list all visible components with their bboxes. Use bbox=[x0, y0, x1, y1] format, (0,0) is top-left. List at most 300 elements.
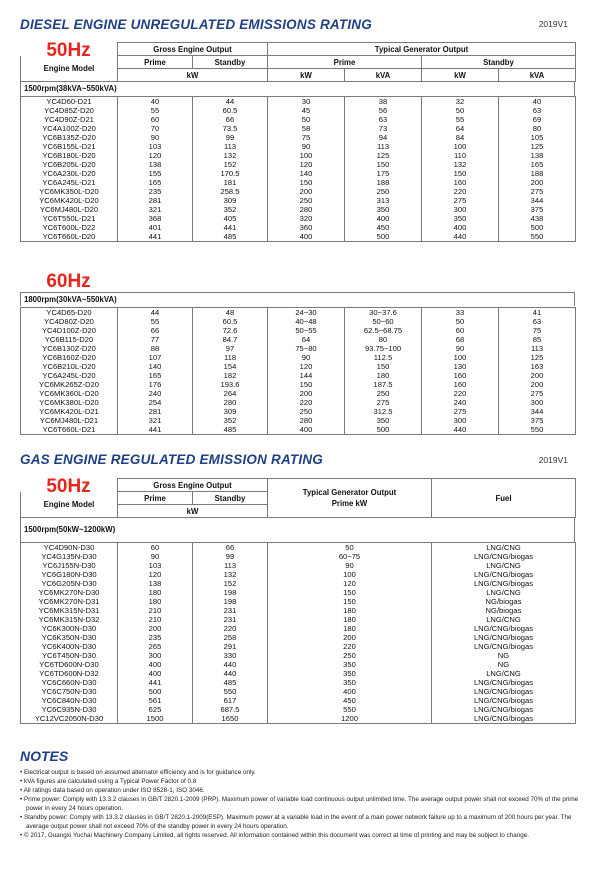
engine-model-cell: YC6B205L-D20 bbox=[21, 160, 118, 169]
table-cell: 40~48 bbox=[268, 317, 345, 326]
table-cell: 180 bbox=[118, 597, 193, 606]
table-cell: 100 bbox=[268, 151, 345, 160]
engine-model-cell: YC6MK315N-D32 bbox=[21, 615, 118, 624]
engine-model-cell: YC6B115-D20 bbox=[21, 335, 118, 344]
standby-header: Standby bbox=[193, 56, 268, 69]
table-cell: 150 bbox=[345, 160, 422, 169]
table-cell: 1200 bbox=[268, 714, 432, 724]
table-cell: LNG/CNG/biogas bbox=[432, 570, 576, 579]
table-cell: 132 bbox=[422, 160, 499, 169]
table-row bbox=[21, 579, 576, 588]
table-cell: 440 bbox=[193, 660, 268, 669]
table-cell: 62.5~68.75 bbox=[345, 326, 422, 335]
note-item: • © 2017, Guangxi Yuchai Machinery Company Limited, all rights reserved. All information contained within this document was correct at time of printing and may be subject to change. bbox=[20, 832, 529, 839]
engine-model-cell: YC6MK360L-D20 bbox=[21, 389, 118, 398]
engine-model-cell: YC6MK270N-D30 bbox=[21, 588, 118, 597]
table-cell: 231 bbox=[193, 615, 268, 624]
table-cell: 1500 bbox=[118, 714, 193, 724]
note-item: • kVA figures are calculated using a Typical Power Factor of 0.8 bbox=[20, 778, 197, 785]
table-cell: 63 bbox=[345, 115, 422, 124]
table-cell: 187.5 bbox=[345, 380, 422, 389]
table-cell: 200 bbox=[499, 380, 576, 389]
table-cell: 160 bbox=[422, 371, 499, 380]
table-cell: 561 bbox=[118, 696, 193, 705]
engine-model-cell: YC6MK315N-D31 bbox=[21, 606, 118, 615]
table-cell: 312.5 bbox=[345, 407, 422, 416]
table-cell: 55 bbox=[118, 106, 193, 115]
table-cell: 231 bbox=[193, 606, 268, 615]
table-row bbox=[21, 187, 576, 196]
table-cell: 309 bbox=[193, 196, 268, 205]
table-cell: 97 bbox=[193, 344, 268, 353]
table-row bbox=[21, 606, 576, 615]
table-cell: 56 bbox=[345, 106, 422, 115]
table-cell: 400 bbox=[118, 669, 193, 678]
engine-model-cell: YC6A230L-D20 bbox=[21, 169, 118, 178]
gen-standby-header: Standby bbox=[422, 56, 576, 69]
table-cell: 60.5 bbox=[193, 317, 268, 326]
gen-prime-kw-header: kW bbox=[268, 69, 345, 82]
table-cell: 200 bbox=[268, 633, 432, 642]
table-cell: 60 bbox=[422, 326, 499, 335]
table-cell: 330 bbox=[193, 651, 268, 660]
table-cell: 400 bbox=[345, 214, 422, 223]
table-row bbox=[21, 326, 576, 335]
table-cell: 44 bbox=[118, 308, 193, 318]
diesel-60hz-rpm-label: 1800rpm(30kVA~550kVA) bbox=[20, 292, 575, 306]
table-cell: 150 bbox=[268, 178, 345, 187]
table-row bbox=[21, 570, 576, 579]
table-row bbox=[21, 178, 576, 187]
table-cell: 73 bbox=[345, 124, 422, 133]
table-row bbox=[21, 389, 576, 398]
engine-model-cell: YC6T550L-D21 bbox=[21, 214, 118, 223]
table-cell: 155 bbox=[118, 169, 193, 178]
table-row bbox=[21, 651, 576, 660]
table-cell: 60~75 bbox=[268, 552, 432, 561]
table-cell: 500 bbox=[499, 223, 576, 232]
table-cell: 617 bbox=[193, 696, 268, 705]
table-cell: 55 bbox=[422, 115, 499, 124]
table-row bbox=[21, 97, 576, 107]
table-cell: 280 bbox=[193, 398, 268, 407]
table-row bbox=[21, 142, 576, 151]
table-row bbox=[21, 624, 576, 633]
table-row bbox=[21, 416, 576, 425]
table-row bbox=[21, 561, 576, 570]
table-cell: 63 bbox=[499, 106, 576, 115]
table-cell: 281 bbox=[118, 196, 193, 205]
table-cell: 313 bbox=[345, 196, 422, 205]
note-item: • Electrical output is based on assumed alternator efficiency and is for guidance only. bbox=[20, 769, 256, 776]
table-row bbox=[21, 696, 576, 705]
table-cell: 130 bbox=[422, 362, 499, 371]
engine-model-cell: YC6MJ480L-D21 bbox=[21, 416, 118, 425]
table-cell: 72.6 bbox=[193, 326, 268, 335]
table-row bbox=[21, 660, 576, 669]
table-cell: 350 bbox=[345, 205, 422, 214]
table-cell: 350 bbox=[268, 678, 432, 687]
table-cell: 125 bbox=[499, 353, 576, 362]
table-row bbox=[21, 552, 576, 561]
table-row bbox=[21, 687, 576, 696]
note-item: • Prime power: Comply with 13.3.2 clauses in GB/T 2820.1-2009 (PRP). Maximum power of variable load continuous output unlimited time. The average output power shall not exceed 70% of the prime power in every 24 hours operation. bbox=[20, 796, 579, 812]
table-cell: 66 bbox=[193, 115, 268, 124]
table-cell: 50~55 bbox=[268, 326, 345, 335]
table-cell: 240 bbox=[422, 398, 499, 407]
engine-model-cell: YC6B180L-D20 bbox=[21, 151, 118, 160]
table-cell: 250 bbox=[268, 651, 432, 660]
engine-model-cell: YC4D100Z-D20 bbox=[21, 326, 118, 335]
engine-model-cell: YC4D60-D21 bbox=[21, 97, 118, 107]
table-cell: LNG/CNG/biogas bbox=[432, 642, 576, 651]
table-cell: 200 bbox=[118, 624, 193, 633]
table-cell: 55 bbox=[118, 317, 193, 326]
gas-rpm-label: 1500rpm(50kW~1200kW) bbox=[20, 518, 575, 542]
table-cell: 120 bbox=[268, 160, 345, 169]
engine-model-cell: YC6K300N-D30 bbox=[21, 624, 118, 633]
table-cell: 154 bbox=[193, 362, 268, 371]
table-row bbox=[21, 705, 576, 714]
table-cell: 485 bbox=[193, 425, 268, 435]
table-cell: 220 bbox=[422, 389, 499, 398]
table-row bbox=[21, 371, 576, 380]
table-cell: 60.5 bbox=[193, 106, 268, 115]
table-cell: 350 bbox=[345, 416, 422, 425]
engine-model-cell: YC6C935N-D30 bbox=[21, 705, 118, 714]
table-cell: 258.5 bbox=[193, 187, 268, 196]
table-cell: 90 bbox=[268, 561, 432, 570]
table-cell: LNG/CNG bbox=[432, 669, 576, 678]
table-cell: 150 bbox=[268, 597, 432, 606]
table-cell: 120 bbox=[118, 151, 193, 160]
table-cell: 75 bbox=[499, 326, 576, 335]
engine-model-cell: YC4A100Z-D20 bbox=[21, 124, 118, 133]
table-cell: 138 bbox=[499, 151, 576, 160]
table-cell: LNG/CNG/biogas bbox=[432, 624, 576, 633]
table-cell: 64 bbox=[422, 124, 499, 133]
table-cell: 150 bbox=[268, 588, 432, 597]
table-row bbox=[21, 543, 576, 553]
table-cell: 485 bbox=[193, 232, 268, 242]
table-cell: 441 bbox=[193, 223, 268, 232]
table-cell: 360 bbox=[268, 223, 345, 232]
table-cell: 220 bbox=[268, 642, 432, 651]
engine-model-cell: YC4D90N-D30 bbox=[21, 543, 118, 553]
engine-model-cell: YC4D80Z-D20 bbox=[21, 317, 118, 326]
table-cell: 103 bbox=[118, 142, 193, 151]
engine-model-cell: YC6TD600N-D32 bbox=[21, 669, 118, 678]
table-cell: 90 bbox=[118, 133, 193, 142]
table-cell: 60 bbox=[118, 543, 193, 553]
table-cell: 180 bbox=[268, 606, 432, 615]
table-cell: 44 bbox=[193, 97, 268, 107]
engine-model-cell: YC6J155N-D30 bbox=[21, 561, 118, 570]
table-cell: 300 bbox=[499, 398, 576, 407]
gas-engine-model-header: Engine Model bbox=[21, 492, 118, 518]
table-cell: 175 bbox=[345, 169, 422, 178]
table-cell: LNG/CNG/biogas bbox=[432, 705, 576, 714]
gas-gross-output-header: Gross Engine Output bbox=[118, 479, 268, 492]
table-cell: 440 bbox=[193, 669, 268, 678]
gas-standby-header: Standby bbox=[193, 492, 268, 505]
engine-model-cell: YC6MK420L-D20 bbox=[21, 196, 118, 205]
table-row bbox=[21, 597, 576, 606]
table-cell: 138 bbox=[118, 579, 193, 588]
table-cell: 41 bbox=[499, 308, 576, 318]
table-cell: 210 bbox=[118, 606, 193, 615]
table-cell: 300 bbox=[422, 416, 499, 425]
table-cell: 73.5 bbox=[193, 124, 268, 133]
typical-gen-header: Typical Generator Output bbox=[268, 43, 576, 56]
table-row bbox=[21, 714, 576, 724]
note-item: • All ratings data based on operation under ISO 8528-1, ISO 3046. bbox=[20, 787, 205, 794]
table-cell: 687.5 bbox=[193, 705, 268, 714]
table-cell: 50~60 bbox=[345, 317, 422, 326]
table-cell: 170.5 bbox=[193, 169, 268, 178]
table-cell: 500 bbox=[345, 425, 422, 435]
table-cell: 235 bbox=[118, 187, 193, 196]
gas-typical-gen-line2: Prime kW bbox=[331, 499, 368, 508]
table-cell: 125 bbox=[345, 151, 422, 160]
table-cell: 344 bbox=[499, 407, 576, 416]
table-cell: 240 bbox=[118, 389, 193, 398]
table-cell: 450 bbox=[268, 696, 432, 705]
table-row bbox=[21, 133, 576, 142]
gas-version-label: 2019V1 bbox=[538, 455, 568, 465]
table-cell: 113 bbox=[193, 561, 268, 570]
engine-model-cell: YC6T660L-D21 bbox=[21, 425, 118, 435]
diesel-50hz-label: 50Hz bbox=[46, 40, 91, 61]
table-cell: 150 bbox=[268, 380, 345, 389]
table-cell: 152 bbox=[193, 160, 268, 169]
engine-model-cell: YC6C840N-D30 bbox=[21, 696, 118, 705]
table-cell: 441 bbox=[118, 425, 193, 435]
table-cell: 180 bbox=[345, 371, 422, 380]
engine-model-cell: YC6TD600N-D30 bbox=[21, 660, 118, 669]
table-cell: 401 bbox=[118, 223, 193, 232]
table-cell: 138 bbox=[118, 160, 193, 169]
table-cell: 163 bbox=[499, 362, 576, 371]
table-cell: 140 bbox=[118, 362, 193, 371]
table-cell: LNG/CNG/biogas bbox=[432, 678, 576, 687]
gen-prime-header: Prime bbox=[268, 56, 422, 69]
gas-50hz-label: 50Hz bbox=[46, 476, 91, 497]
table-row bbox=[21, 317, 576, 326]
table-cell: 180 bbox=[118, 588, 193, 597]
table-cell: 105 bbox=[499, 133, 576, 142]
table-row bbox=[21, 106, 576, 115]
diesel-50hz-header-table bbox=[20, 42, 576, 82]
engine-model-cell: YC4D65-D20 bbox=[21, 308, 118, 318]
engine-model-cell: YC6MK265Z-D20 bbox=[21, 380, 118, 389]
table-cell: 200 bbox=[268, 389, 345, 398]
table-cell: 280 bbox=[268, 205, 345, 214]
table-cell: LNG/CNG bbox=[432, 588, 576, 597]
table-cell: 625 bbox=[118, 705, 193, 714]
diesel-60hz-label: 60Hz bbox=[46, 271, 91, 292]
table-cell: 63 bbox=[499, 317, 576, 326]
table-cell: 198 bbox=[193, 588, 268, 597]
table-cell: 550 bbox=[193, 687, 268, 696]
table-cell: 132 bbox=[193, 570, 268, 579]
table-cell: 80 bbox=[345, 335, 422, 344]
engine-model-cell: YC6B130Z-D20 bbox=[21, 344, 118, 353]
table-cell: 250 bbox=[268, 196, 345, 205]
table-cell: 400 bbox=[118, 660, 193, 669]
table-cell: 132 bbox=[193, 151, 268, 160]
engine-model-cell: YC6G205N-D30 bbox=[21, 579, 118, 588]
table-cell: 50 bbox=[422, 317, 499, 326]
table-cell: 220 bbox=[268, 398, 345, 407]
table-cell: 100 bbox=[268, 570, 432, 579]
engine-model-cell: YC4G135N-D30 bbox=[21, 552, 118, 561]
table-cell: 500 bbox=[345, 232, 422, 242]
table-cell: 88 bbox=[118, 344, 193, 353]
table-cell: 110 bbox=[422, 151, 499, 160]
table-cell: LNG/CNG/biogas bbox=[432, 552, 576, 561]
table-cell: 118 bbox=[193, 353, 268, 362]
table-cell: 550 bbox=[499, 425, 576, 435]
table-cell: 265 bbox=[118, 642, 193, 651]
table-cell: 275 bbox=[345, 398, 422, 407]
table-cell: 90 bbox=[422, 344, 499, 353]
table-cell: 100 bbox=[422, 142, 499, 151]
table-cell: 33 bbox=[422, 308, 499, 318]
table-cell: 160 bbox=[422, 380, 499, 389]
table-cell: 440 bbox=[422, 232, 499, 242]
table-cell: LNG/CNG bbox=[432, 615, 576, 624]
engine-model-cell: YC4D90Z-D21 bbox=[21, 115, 118, 124]
engine-model-cell: YC6K400N-D30 bbox=[21, 642, 118, 651]
table-row bbox=[21, 160, 576, 169]
table-cell: 32 bbox=[422, 97, 499, 107]
diesel-60hz-data-table bbox=[20, 307, 576, 435]
table-row bbox=[21, 151, 576, 160]
table-cell: 99 bbox=[193, 133, 268, 142]
engine-model-cell: YC4D85Z-D20 bbox=[21, 106, 118, 115]
gross-kw-header: kW bbox=[118, 69, 268, 82]
table-cell: 300 bbox=[422, 205, 499, 214]
table-row bbox=[21, 205, 576, 214]
table-row bbox=[21, 115, 576, 124]
table-row bbox=[21, 669, 576, 678]
table-cell: 220 bbox=[193, 624, 268, 633]
table-cell: 58 bbox=[268, 124, 345, 133]
table-row bbox=[21, 124, 576, 133]
table-cell: 40 bbox=[118, 97, 193, 107]
diesel-section-title: DIESEL ENGINE UNREGULATED EMISSIONS RATING bbox=[20, 17, 372, 32]
table-cell: 120 bbox=[118, 570, 193, 579]
gas-header-table bbox=[20, 478, 576, 518]
table-cell: 321 bbox=[118, 205, 193, 214]
gas-typical-gen-line1: Typical Generator Output bbox=[302, 488, 397, 497]
gen-standby-kva-header: kVA bbox=[499, 69, 576, 82]
table-row bbox=[21, 223, 576, 232]
table-cell: 375 bbox=[499, 205, 576, 214]
table-cell: 68 bbox=[422, 335, 499, 344]
table-cell: 352 bbox=[193, 416, 268, 425]
engine-model-cell: YC6C660N-D30 bbox=[21, 678, 118, 687]
engine-model-cell: YC6C750N-D30 bbox=[21, 687, 118, 696]
table-row bbox=[21, 353, 576, 362]
table-row bbox=[21, 633, 576, 642]
diesel-50hz-data-table bbox=[20, 96, 576, 242]
table-cell: 113 bbox=[193, 142, 268, 151]
table-row bbox=[21, 335, 576, 344]
table-cell: 120 bbox=[268, 362, 345, 371]
table-cell: 350 bbox=[268, 669, 432, 678]
table-cell: 291 bbox=[193, 642, 268, 651]
table-cell: 320 bbox=[268, 214, 345, 223]
table-cell: 152 bbox=[193, 579, 268, 588]
table-cell: 165 bbox=[499, 160, 576, 169]
engine-model-cell: YC6K350N-D30 bbox=[21, 633, 118, 642]
gas-typical-gen-header bbox=[268, 479, 432, 518]
table-cell: 144 bbox=[268, 371, 345, 380]
table-row bbox=[21, 398, 576, 407]
table-cell: 69 bbox=[499, 115, 576, 124]
table-row bbox=[21, 380, 576, 389]
table-row bbox=[21, 232, 576, 242]
table-cell: 93.75~100 bbox=[345, 344, 422, 353]
engine-model-cell: YC12VC2050N-D30 bbox=[21, 714, 118, 724]
engine-model-cell: YC6B155L-D21 bbox=[21, 142, 118, 151]
table-cell: 254 bbox=[118, 398, 193, 407]
table-cell: 30~37.6 bbox=[345, 308, 422, 318]
table-cell: 235 bbox=[118, 633, 193, 642]
table-row bbox=[21, 344, 576, 353]
table-cell: 66 bbox=[118, 326, 193, 335]
gen-prime-kva-header: kVA bbox=[345, 69, 422, 82]
table-cell: 150 bbox=[345, 362, 422, 371]
engine-model-cell: YC6T660L-D20 bbox=[21, 232, 118, 242]
table-row bbox=[21, 407, 576, 416]
engine-model-cell: YC6MJ480L-D20 bbox=[21, 205, 118, 214]
table-cell: LNG/CNG bbox=[432, 561, 576, 570]
table-cell: LNG/CNG bbox=[432, 543, 576, 553]
table-cell: 275 bbox=[422, 407, 499, 416]
table-row bbox=[21, 425, 576, 435]
table-cell: 90 bbox=[268, 353, 345, 362]
diesel-version-label: 2019V1 bbox=[538, 19, 568, 29]
table-cell: 1650 bbox=[193, 714, 268, 724]
table-cell: LNG/CNG/biogas bbox=[432, 687, 576, 696]
notes-title: NOTES bbox=[20, 748, 69, 764]
table-cell: 24~30 bbox=[268, 308, 345, 318]
table-cell: 250 bbox=[268, 407, 345, 416]
table-cell: 50 bbox=[268, 115, 345, 124]
table-cell: 400 bbox=[268, 232, 345, 242]
table-cell: NG bbox=[432, 651, 576, 660]
table-row bbox=[21, 678, 576, 687]
table-cell: 120 bbox=[268, 579, 432, 588]
table-row bbox=[21, 588, 576, 597]
table-cell: 84 bbox=[422, 133, 499, 142]
table-cell: 75~80 bbox=[268, 344, 345, 353]
table-cell: 182 bbox=[193, 371, 268, 380]
table-cell: 350 bbox=[268, 660, 432, 669]
table-cell: 66 bbox=[193, 543, 268, 553]
gas-prime-header: Prime bbox=[118, 492, 193, 505]
table-cell: 250 bbox=[345, 389, 422, 398]
gross-output-header: Gross Engine Output bbox=[118, 43, 268, 56]
table-cell: 77 bbox=[118, 335, 193, 344]
table-cell: 30 bbox=[268, 97, 345, 107]
table-cell: 405 bbox=[193, 214, 268, 223]
table-cell: 99 bbox=[193, 552, 268, 561]
engine-model-cell: YC6T450N-D30 bbox=[21, 651, 118, 660]
